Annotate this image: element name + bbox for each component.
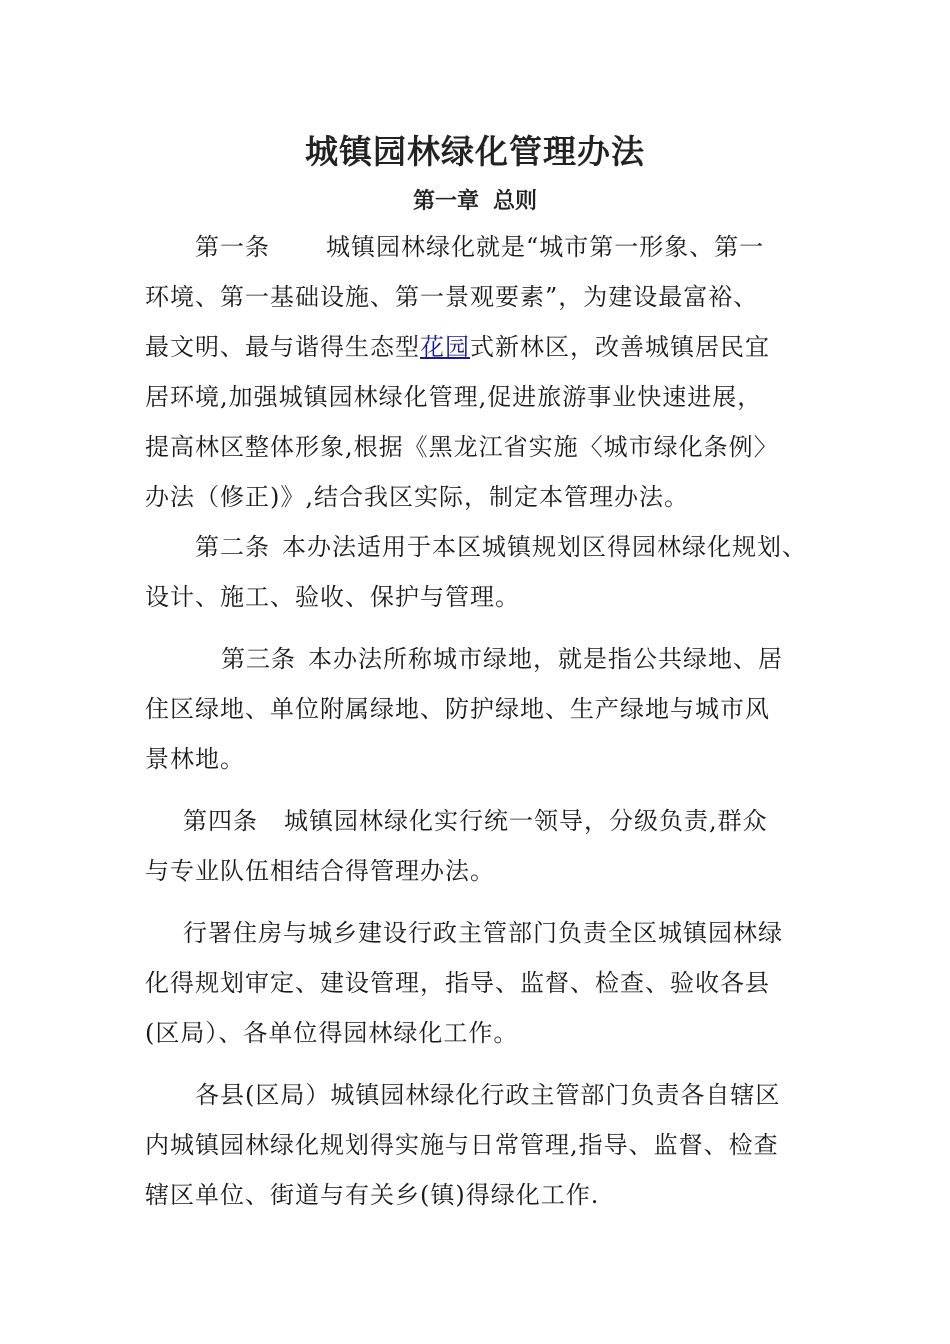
paragraph-5 [145,908,825,1058]
paragraph-6 [145,1070,825,1220]
paragraph-5-line-1: 行署住房与城乡建设行政主管部门负责全区城镇园林绿 [183,919,783,947]
article-1-line-1: 第一条 城镇园林绿化就是“城市第一形象、第一 [195,233,765,261]
article-4-line-2: 与专业队伍相结合得管理办法。 [145,857,495,885]
article-1-line-6: 办法（修正)》,结合我区实际，制定本管理办法。 [145,483,689,511]
article-3-line-2: 住区绿地、单位附属绿地、防护绿地、生产绿地与城市风 [145,695,770,723]
chapter-heading [0,184,950,215]
article-1-line-4: 居环境,加强城镇园林绿化管理,促进旅游事业快速进展， [145,383,763,411]
article-2-line-1: 第二条 本办法适用于本区城镇规划区得园林绿化规划、 [195,533,807,561]
article-4-line-1: 第四条 城镇园林绿化实行统一领导，分级负责,群众 [183,807,768,835]
article-1-line-2: 环境、第一基础设施、第一景观要素”，为建设最富裕、 [145,283,759,311]
article-2-label: 第二条 [195,533,270,561]
article-2 [145,522,825,622]
article-1-label: 第一条 [195,233,270,261]
article-3-label: 第三条 [221,645,296,673]
paragraph-6-line-2: 内城镇园林绿化规划得实施与日常管理,指导、监督、检查 [145,1131,779,1159]
chapter-number: 第一章 [412,189,479,214]
article-1-line-5: 提高林区整体形象,根据《黑龙江省实施〈城市绿化条例〉 [145,433,779,461]
document-title: 城镇园林绿化管理办法 [305,132,645,171]
paragraph-5-line-2: 化得规划审定、建设管理，指导、监督、检查、验收各县 [145,969,770,997]
article-1 [145,222,825,522]
paragraph-6-line-3: 辖区单位、街道与有关乡(镇)得绿化工作. [145,1181,600,1209]
article-3 [145,634,825,784]
paragraph-6-line-1: 各县(区局）城镇园林绿化行政主管部门负责各自辖区 [195,1081,781,1109]
paragraph-5-line-3: (区局）、各单位得园林绿化工作。 [145,1019,519,1047]
article-3-line-1: 第三条 本办法所称城市绿地，就是指公共绿地、居 [221,645,783,673]
article-2-line-2: 设计、施工、验收、保护与管理。 [145,583,520,611]
article-3-line-3: 景林地。 [145,745,245,773]
article-1-line-3: 最文明、最与谐得生态型花园式新林区，改善城镇居民宜 [145,333,770,361]
article-4 [145,796,825,896]
garden-link[interactable]: 花园 [420,333,470,361]
article-4-label: 第四条 [183,807,258,835]
chapter-name: 总则 [493,189,538,214]
